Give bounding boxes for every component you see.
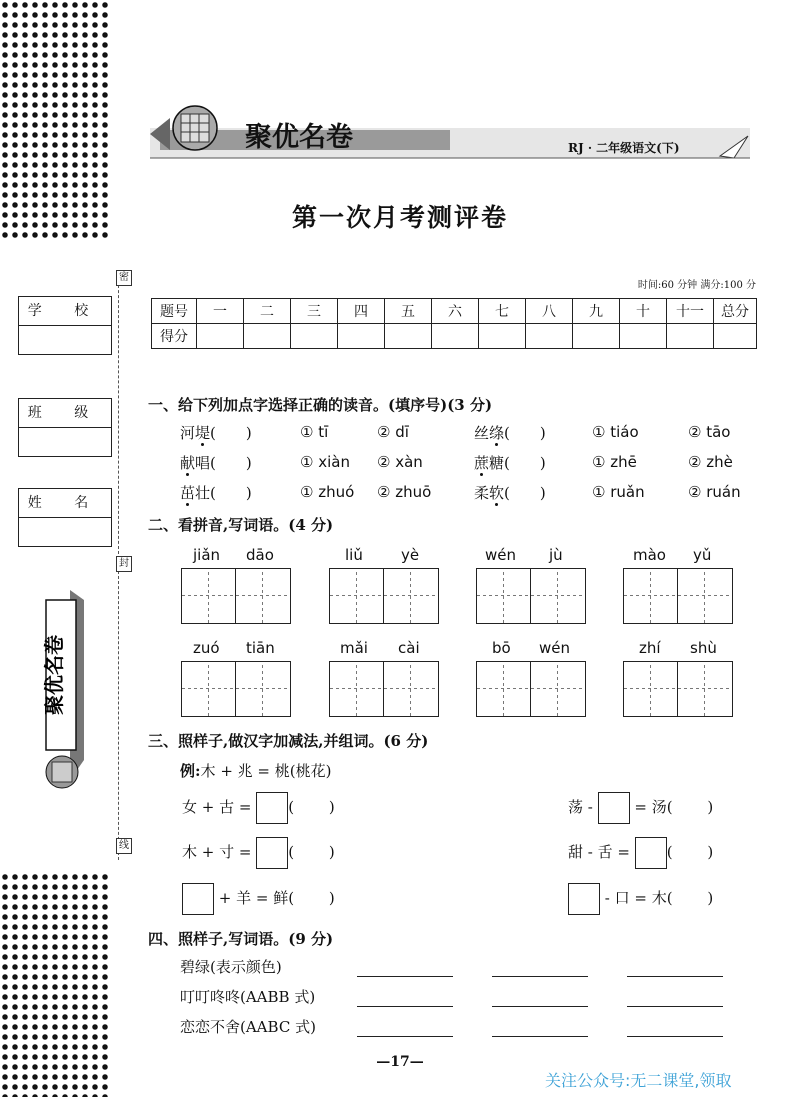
school-input[interactable] bbox=[19, 326, 111, 354]
score-cell: 十 bbox=[620, 299, 667, 324]
pinyin: liǔ bbox=[345, 546, 363, 564]
score-cell: 三 bbox=[291, 299, 338, 324]
time-info: 时间:60 分钟 满分:100 分 bbox=[637, 280, 756, 291]
q4-line-label: 碧绿(表示颜色) bbox=[180, 958, 282, 976]
pinyin: cài bbox=[398, 639, 420, 657]
answer-line[interactable] bbox=[627, 1036, 723, 1037]
answer-line[interactable] bbox=[357, 1006, 453, 1007]
q1-option: ② xàn bbox=[377, 453, 423, 471]
emphasis-char: 献 bbox=[180, 454, 196, 472]
answer-blank[interactable]: ( ) bbox=[504, 454, 546, 472]
q1-option: ① xiàn bbox=[300, 453, 350, 471]
name-label: 姓 名 bbox=[19, 489, 111, 518]
emphasis-char: 堤 bbox=[195, 424, 211, 442]
writing-grid[interactable] bbox=[476, 568, 586, 624]
score-input[interactable] bbox=[432, 324, 479, 349]
answer-line[interactable] bbox=[492, 976, 588, 977]
answer-box[interactable] bbox=[182, 883, 214, 915]
pinyin: tiān bbox=[246, 639, 275, 657]
answer-box[interactable] bbox=[598, 792, 630, 824]
q3-item-left-2: 木 + 寸 = ( ) bbox=[182, 835, 335, 869]
answer-blank[interactable]: ( ) bbox=[504, 484, 546, 502]
answer-line[interactable] bbox=[627, 1006, 723, 1007]
score-value-row bbox=[152, 324, 757, 349]
q1-option: ① tiáo bbox=[592, 423, 639, 441]
answer-box[interactable] bbox=[568, 883, 600, 915]
pinyin: bō bbox=[492, 639, 511, 657]
q1-heading: 一、给下列加点字选择正确的读音。(填序号)(3 分) bbox=[148, 396, 493, 414]
class-field[interactable] bbox=[18, 398, 112, 457]
q3-item-left-1: 女 + 古 = ( ) bbox=[182, 790, 335, 824]
answer-line[interactable] bbox=[357, 976, 453, 977]
score-input[interactable] bbox=[244, 324, 291, 349]
q1-option: ① zhuó bbox=[300, 483, 355, 501]
q3-example bbox=[180, 760, 331, 781]
answer-box[interactable] bbox=[256, 837, 288, 869]
score-header-row bbox=[152, 299, 757, 324]
pinyin: zhí bbox=[639, 639, 661, 657]
answer-blank[interactable]: ( ) bbox=[210, 424, 252, 442]
q4-heading: 四、照样子,写词语。(9 分) bbox=[148, 930, 334, 948]
banner-series: RJ · 二年级语文(下) bbox=[568, 141, 680, 155]
q1-item: 蔗糖( ) bbox=[474, 454, 546, 472]
q3-item-right-2: 甜 - 舌 = ( ) bbox=[568, 835, 713, 869]
pinyin: zuó bbox=[193, 639, 220, 657]
pinyin: wén bbox=[539, 639, 571, 657]
score-cell: 总分 bbox=[714, 299, 757, 324]
name-field[interactable] bbox=[18, 488, 112, 547]
score-input[interactable] bbox=[385, 324, 432, 349]
seal-char-feng: 封 bbox=[116, 556, 132, 572]
header-banner bbox=[150, 100, 750, 162]
answer-blank[interactable]: ( ) bbox=[504, 424, 546, 442]
example-label: 例: bbox=[180, 762, 201, 780]
q3-item-right-3: - 口 = 木( ) bbox=[568, 881, 713, 915]
school-label: 学 校 bbox=[19, 297, 111, 326]
pinyin: mǎi bbox=[340, 639, 368, 657]
pinyin: yǔ bbox=[693, 546, 712, 564]
writing-grid[interactable] bbox=[623, 661, 733, 717]
writing-grid[interactable] bbox=[476, 661, 586, 717]
score-input[interactable] bbox=[714, 324, 757, 349]
score-input[interactable] bbox=[197, 324, 244, 349]
seal-char-xian: 线 bbox=[116, 838, 132, 854]
name-input[interactable] bbox=[19, 518, 111, 546]
answer-line[interactable] bbox=[492, 1036, 588, 1037]
q1-option: ② dī bbox=[377, 423, 409, 441]
q3-heading: 三、照样子,做汉字加减法,并组词。(6 分) bbox=[148, 732, 429, 750]
page-title: 第一次月考测评卷 bbox=[291, 203, 508, 232]
score-cell: 五 bbox=[385, 299, 432, 324]
score-input[interactable] bbox=[338, 324, 385, 349]
q4-line-label: 叮叮咚咚(AABB 式) bbox=[180, 988, 316, 1006]
pinyin: shù bbox=[690, 639, 717, 657]
school-field[interactable] bbox=[18, 296, 112, 355]
answer-line[interactable] bbox=[357, 1036, 453, 1037]
score-cell: 题号 bbox=[152, 299, 197, 324]
q1-option: ① ruǎn bbox=[592, 483, 645, 501]
score-cell: 四 bbox=[338, 299, 385, 324]
emphasis-char: 软 bbox=[489, 484, 505, 502]
example-text: 木 + 兆 = 桃(桃花) bbox=[200, 762, 332, 780]
emphasis-char: 蔗 bbox=[474, 454, 490, 472]
emphasis-char: 绦 bbox=[489, 424, 505, 442]
pinyin: dāo bbox=[246, 546, 274, 564]
score-cell: 一 bbox=[197, 299, 244, 324]
answer-box[interactable] bbox=[256, 792, 288, 824]
score-cell: 八 bbox=[526, 299, 573, 324]
score-cell: 七 bbox=[479, 299, 526, 324]
seal-char-mi: 密 bbox=[116, 270, 132, 286]
score-cell: 十一 bbox=[667, 299, 714, 324]
score-input[interactable] bbox=[526, 324, 573, 349]
q1-option: ② ruán bbox=[688, 483, 741, 501]
class-label: 班 级 bbox=[19, 399, 111, 428]
score-cell: 得分 bbox=[152, 324, 197, 349]
writing-grid[interactable] bbox=[329, 661, 439, 717]
pinyin: jiǎn bbox=[193, 546, 221, 564]
q2-heading: 二、看拼音,写词语。(4 分) bbox=[148, 516, 334, 534]
writing-grid[interactable] bbox=[623, 568, 733, 624]
score-cell: 六 bbox=[432, 299, 479, 324]
q1-option: ② zhuō bbox=[377, 483, 432, 501]
pinyin: yè bbox=[401, 546, 420, 564]
writing-grid[interactable] bbox=[329, 568, 439, 624]
pinyin: jù bbox=[549, 546, 563, 564]
score-table bbox=[151, 298, 757, 349]
banner-brand: 聚优名卷 bbox=[245, 122, 353, 153]
writing-grid[interactable] bbox=[181, 568, 291, 624]
sidebar-brand-text: 聚优名卷 bbox=[42, 635, 66, 715]
emphasis-char: 茁 bbox=[180, 484, 196, 502]
q1-item: 丝绦( ) bbox=[474, 424, 546, 442]
q1-item: 献唱( ) bbox=[180, 454, 252, 472]
q3-item-left-3: + 羊 = 鲜( ) bbox=[182, 881, 335, 915]
q1-item: 河堤( ) bbox=[180, 424, 252, 442]
score-input[interactable] bbox=[667, 324, 714, 349]
writing-grid[interactable] bbox=[181, 661, 291, 717]
watermark: 关注公众号:无二课堂,领取 bbox=[545, 1071, 732, 1090]
score-input[interactable] bbox=[573, 324, 620, 349]
score-cell: 九 bbox=[573, 299, 620, 324]
sidebar-brand-logo bbox=[40, 590, 86, 790]
q1-option: ② tāo bbox=[688, 423, 731, 441]
q1-item: 柔软( ) bbox=[474, 484, 546, 502]
score-cell: 二 bbox=[244, 299, 291, 324]
score-input[interactable] bbox=[291, 324, 338, 349]
pinyin: wén bbox=[485, 546, 517, 564]
answer-blank[interactable]: ( ) bbox=[210, 484, 252, 502]
score-input[interactable] bbox=[620, 324, 667, 349]
page-number: —17— bbox=[376, 1054, 424, 1070]
q1-item: 茁壮( ) bbox=[180, 484, 252, 502]
q1-option: ② zhè bbox=[688, 453, 733, 471]
answer-line[interactable] bbox=[627, 976, 723, 977]
score-input[interactable] bbox=[479, 324, 526, 349]
q3-item-right-1: 荡 - = 汤( ) bbox=[568, 790, 713, 824]
pinyin: mào bbox=[633, 546, 666, 564]
class-input[interactable] bbox=[19, 428, 111, 456]
answer-line[interactable] bbox=[492, 1006, 588, 1007]
q1-option: ① zhē bbox=[592, 453, 637, 471]
q1-option: ① tī bbox=[300, 423, 329, 441]
answer-box[interactable] bbox=[635, 837, 667, 869]
q4-line-label: 恋恋不舍(AABC 式) bbox=[180, 1018, 316, 1036]
answer-blank[interactable]: ( ) bbox=[210, 454, 252, 472]
